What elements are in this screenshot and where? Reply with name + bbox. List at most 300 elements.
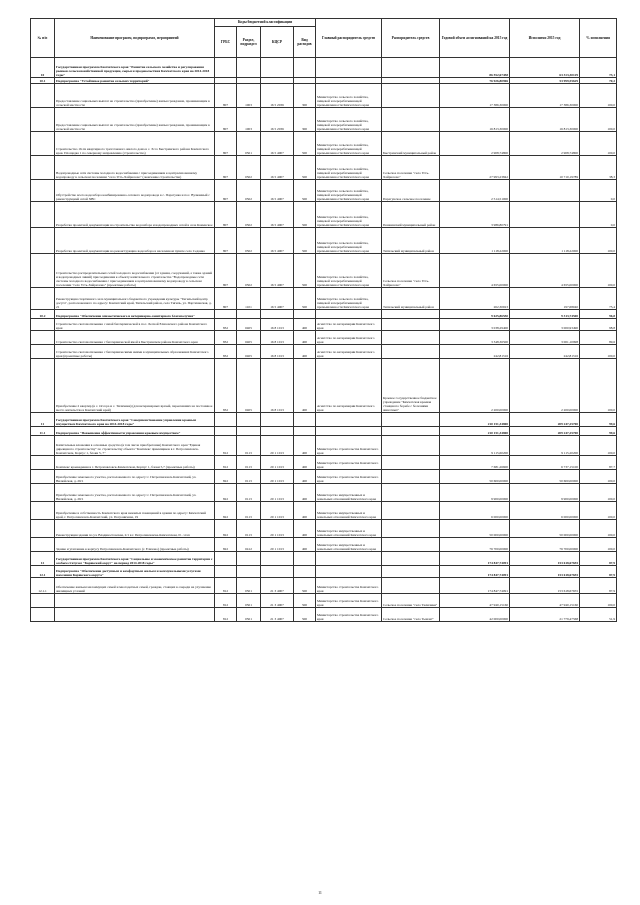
row-main-manager: Министерство сельского хозяйства, пищевой и перерабатывающей промышленности Камчатского края bbox=[316, 108, 382, 132]
row-main-manager: Министерство имущественных и земельных отношений Камчатского края bbox=[316, 520, 382, 538]
row-razdel: 0113 bbox=[237, 484, 261, 502]
row-num bbox=[31, 594, 55, 608]
row-manager: Тигильский муниципальный район bbox=[382, 288, 440, 310]
row-razdel bbox=[237, 427, 261, 436]
row-num bbox=[31, 156, 55, 180]
row-percent: 75,4 bbox=[580, 288, 617, 310]
row-name: Предоставление социальных выплат на строительство (приобретение) жилья гражданам, проживающим в сельской местности bbox=[55, 84, 215, 108]
row-main-manager: Министерство строительства Камчатского края bbox=[316, 470, 382, 484]
row-executed: 1 118,22000 bbox=[510, 228, 580, 254]
table-row bbox=[31, 566, 617, 578]
row-grbs bbox=[215, 413, 237, 427]
row-percent: 100,0 bbox=[580, 108, 617, 132]
row-manager bbox=[382, 413, 440, 427]
row-name: Строительство 16-ти квартирного трехэтажного жилого дома в с. Эссо Быстринского района Камчатского края. Площадка 1 по северному направлению (строительство) bbox=[55, 132, 215, 156]
row-razdel: 0412 bbox=[237, 538, 261, 552]
row-manager bbox=[382, 502, 440, 520]
row-main-manager: Министерство сельского хозяйства, пищевой и перерабатывающей промышленности Камчатского края bbox=[316, 156, 382, 180]
row-plan: 47 940,15160 bbox=[440, 594, 510, 608]
row-percent: 99,6 bbox=[580, 427, 617, 436]
row-grbs: 832 bbox=[215, 331, 237, 345]
row-manager: Тигильский муниципальный район bbox=[382, 228, 440, 254]
row-executed: 6 000,00000 bbox=[510, 502, 580, 520]
row-plan: 174 847,74091 bbox=[440, 552, 510, 566]
row-executed: 9 115,20200 bbox=[510, 436, 580, 456]
row-main-manager: Агентство по ветеринарии Камчатского края bbox=[316, 331, 382, 345]
page-number: 11 bbox=[318, 890, 322, 895]
row-name: Приобретение 2 квартир (в с. Оссора и с. Тиличики) (для ветеринарных врачей, переехавших на постоянное место жительства в Камчатский край) bbox=[55, 359, 215, 413]
row-num: 12 bbox=[31, 552, 55, 566]
row-executed: 50 000,00000 bbox=[510, 520, 580, 538]
row-vr: 400 bbox=[294, 345, 316, 359]
row-grbs: 807 bbox=[215, 84, 237, 108]
row-main-manager: Министерство сельского хозяйства, пищевой и перерабатывающей промышленности Камчатского края bbox=[316, 254, 382, 288]
header-num: № п/п bbox=[31, 19, 55, 58]
row-plan: 174 847,74091 bbox=[440, 566, 510, 578]
table-row bbox=[31, 608, 617, 622]
row-num: 12.1.1 bbox=[31, 578, 55, 594]
row-executed: 4 655,00000 bbox=[510, 254, 580, 288]
row-plan: 16 813,30000 bbox=[440, 108, 510, 132]
row-plan: 242,81316 bbox=[440, 345, 510, 359]
row-executed: 153 618,67655 bbox=[510, 552, 580, 566]
row-grbs: 807 bbox=[215, 202, 237, 228]
row-kcsr: 20 1 1013 bbox=[261, 502, 294, 520]
row-grbs: 822 bbox=[215, 484, 237, 502]
row-main-manager: Министерство сельского хозяйства, пищевой и перерабатывающей промышленности Камчатского края bbox=[316, 84, 382, 108]
row-grbs: 832 bbox=[215, 345, 237, 359]
row-vr: 400 bbox=[294, 436, 316, 456]
row-kcsr: 16 5 4007 bbox=[261, 202, 294, 228]
row-name: Обеспечение жильем малоимущих семей и многодетных семей, граждан, стоящих в очереди на улучшение жилищных условий bbox=[55, 578, 215, 594]
row-razdel: 0113 bbox=[237, 502, 261, 520]
row-name: Разработка проектной документации на реконструкцию водозабора в населенном пункте село Седанка bbox=[55, 228, 215, 254]
row-razdel: 0405 bbox=[237, 319, 261, 331]
row-percent: 100,0 bbox=[580, 84, 617, 108]
row-main-manager: Министерство имущественных и земельных отношений Камчатского края bbox=[316, 484, 382, 502]
row-num: 10 bbox=[31, 58, 55, 78]
row-razdel bbox=[237, 413, 261, 427]
row-grbs: 807 bbox=[215, 156, 237, 180]
row-kcsr: 21 3 4007 bbox=[261, 594, 294, 608]
row-kcsr: 16 5 4007 bbox=[261, 288, 294, 310]
row-razdel: 0405 bbox=[237, 331, 261, 345]
row-percent: 38,3 bbox=[580, 156, 617, 180]
row-manager: Сельское поселение "село Усть-Хайрюзово" bbox=[382, 156, 440, 180]
row-num bbox=[31, 484, 55, 502]
table-row bbox=[31, 538, 617, 552]
table-row bbox=[31, 484, 617, 502]
row-kcsr: 16 5 4007 bbox=[261, 228, 294, 254]
row-manager bbox=[382, 456, 440, 470]
row-vr: 500 bbox=[294, 288, 316, 310]
row-name: Государственная программа Камчатского края "Развитие сельского хозяйства и регулирования рынков сельскохозяйственной продукции, сырья и продовольствия Камчатского края на 2014-2018 годы" bbox=[55, 58, 215, 78]
row-main-manager: Министерство строительства Камчатского края bbox=[316, 456, 382, 470]
row-vr: 400 bbox=[294, 359, 316, 413]
table-row bbox=[31, 319, 617, 331]
table-row bbox=[31, 108, 617, 132]
row-executed: 16 813,30000 bbox=[510, 108, 580, 132]
row-razdel: 0113 bbox=[237, 470, 261, 484]
row-percent: 87,9 bbox=[580, 578, 617, 594]
row-executed bbox=[510, 202, 580, 228]
row-vr bbox=[294, 413, 316, 427]
row-kcsr: 20 1 1013 bbox=[261, 456, 294, 470]
row-percent: 89,6 bbox=[580, 331, 617, 345]
row-vr: 400 bbox=[294, 470, 316, 484]
row-executed: 209 247,25700 bbox=[510, 427, 580, 436]
row-main-manager: Министерство сельского хозяйства, пищевой и перерабатывающей промышленности Камчатского края bbox=[316, 132, 382, 156]
row-plan: 210 151,34800 bbox=[440, 413, 510, 427]
table-row bbox=[31, 202, 617, 228]
row-percent: 87,9 bbox=[580, 552, 617, 566]
row-num bbox=[31, 456, 55, 470]
row-name: Обустройство всего водозабора комбинированно-сетевого водопровода в с. Парагунка и пос. Вулканный с реконструкцией сетей ХВС bbox=[55, 180, 215, 202]
row-num bbox=[31, 319, 55, 331]
row-kcsr: 20 1 1013 bbox=[261, 538, 294, 552]
row-vr: 500 bbox=[294, 180, 316, 202]
row-kcsr bbox=[261, 566, 294, 578]
row-grbs: 807 bbox=[215, 288, 237, 310]
row-plan: 76 700,00000 bbox=[440, 538, 510, 552]
row-executed: 21 779,47568 bbox=[510, 608, 580, 622]
row-vr: 400 bbox=[294, 502, 316, 520]
row-executed: 17 386,30000 bbox=[510, 84, 580, 108]
row-vr: 400 bbox=[294, 456, 316, 470]
row-plan: 86 552,67458 bbox=[440, 58, 510, 78]
row-plan: 2 908,74800 bbox=[440, 132, 510, 156]
row-num bbox=[31, 502, 55, 520]
row-razdel: 0113 bbox=[237, 436, 261, 456]
header-name: Наименование программ, подпрограмм, мероприятий bbox=[55, 19, 215, 58]
row-grbs: 812 bbox=[215, 436, 237, 456]
row-num bbox=[31, 359, 55, 413]
row-grbs bbox=[215, 566, 237, 578]
row-executed: 2 908,74800 bbox=[510, 132, 580, 156]
row-num: 11 bbox=[31, 413, 55, 427]
row-plan: 2 514,51000 bbox=[440, 180, 510, 202]
row-name: Водопроводные сети системы холодного водоснабжения с присоединением к централизованному водопроводу в сельском поселении "село Усть-Хайрюзово" (окончание строительства) bbox=[55, 156, 215, 180]
row-percent: 100,0 bbox=[580, 254, 617, 288]
row-plan: 4 655,00000 bbox=[440, 254, 510, 288]
row-manager bbox=[382, 436, 440, 456]
row-num bbox=[31, 84, 55, 108]
row-percent: 100,0 bbox=[580, 520, 617, 538]
row-kcsr: 21 3 4007 bbox=[261, 578, 294, 594]
row-main-manager: Министерство строительства Камчатского края bbox=[316, 578, 382, 594]
row-grbs: 812 bbox=[215, 578, 237, 594]
row-plan: 7 681,26600 bbox=[440, 456, 510, 470]
row-manager: Пенжинский муниципальный район bbox=[382, 202, 440, 228]
row-num bbox=[31, 436, 55, 456]
row-executed bbox=[510, 180, 580, 202]
row-percent: 100,0 bbox=[580, 228, 617, 254]
row-executed: 6 737,15100 bbox=[510, 456, 580, 470]
row-kcsr bbox=[261, 58, 294, 78]
row-name: Строительство скотомогильника с биотермическими ямами в муниципальных образованиях Камчатского края (проектные работы) bbox=[55, 345, 215, 359]
row-executed: 53 999,55629 bbox=[510, 78, 580, 84]
header-budget-codes: Коды бюджетной классификации bbox=[215, 19, 316, 27]
row-vr: 400 bbox=[294, 538, 316, 552]
row-manager: Сельское поселение "село Усть-Хайрюзово" bbox=[382, 254, 440, 288]
row-name: Государственная программа Камчатского края "Совершенствование управления краевым имуществом Камчатского края на 2014-2018 годы" bbox=[55, 413, 215, 427]
row-plan: 2 200,00000 bbox=[440, 359, 510, 413]
row-grbs: 807 bbox=[215, 180, 237, 202]
table-row bbox=[31, 427, 617, 436]
table-row bbox=[31, 84, 617, 108]
table-row bbox=[31, 288, 617, 310]
row-num: 12.1 bbox=[31, 566, 55, 578]
row-main-manager: Министерство имущественных и земельных отношений Камчатского края bbox=[316, 538, 382, 552]
row-num: 11.1 bbox=[31, 427, 55, 436]
row-plan: 210 151,34800 bbox=[440, 427, 510, 436]
row-name bbox=[55, 594, 215, 608]
row-percent: 87,9 bbox=[580, 566, 617, 578]
row-name: Здание и утепление к корпусу Петропавловск-Камчатского (г. Елизово) (проектные работы) bbox=[55, 538, 215, 552]
table-row bbox=[31, 552, 617, 566]
row-percent: 100,0 bbox=[580, 502, 617, 520]
row-kcsr: 16 5 2036 bbox=[261, 84, 294, 108]
row-percent: 87,7 bbox=[580, 456, 617, 470]
row-manager bbox=[382, 427, 440, 436]
row-vr bbox=[294, 552, 316, 566]
row-manager bbox=[382, 538, 440, 552]
row-razdel: 0502 bbox=[237, 180, 261, 202]
row-razdel: 0501 bbox=[237, 578, 261, 594]
header-vr: Вид расходов bbox=[294, 27, 316, 58]
row-plan: 42 000,00000 bbox=[440, 608, 510, 622]
row-executed: 9 900,00000 bbox=[510, 484, 580, 502]
row-executed: 153 618,67655 bbox=[510, 578, 580, 594]
table-row bbox=[31, 413, 617, 427]
row-grbs: 822 bbox=[215, 520, 237, 538]
row-name: Подпрограмма "Обеспечение доступным и комфортным жильем и коммунальными услугами населения Корякского округа" bbox=[55, 566, 215, 578]
row-vr bbox=[294, 58, 316, 78]
row-manager bbox=[382, 58, 440, 78]
row-grbs: 832 bbox=[215, 319, 237, 331]
row-percent: 99,6 bbox=[580, 413, 617, 427]
row-percent: 100,0 bbox=[580, 484, 617, 502]
row-vr: 400 bbox=[294, 520, 316, 538]
row-razdel bbox=[237, 566, 261, 578]
row-vr bbox=[294, 310, 316, 319]
row-executed: 76 700,00000 bbox=[510, 538, 580, 552]
row-grbs: 807 bbox=[215, 228, 237, 254]
row-kcsr: 16 5 4007 bbox=[261, 180, 294, 202]
row-razdel: 0501 bbox=[237, 132, 261, 156]
row-manager bbox=[382, 310, 440, 319]
row-main-manager bbox=[316, 427, 382, 436]
row-grbs bbox=[215, 310, 237, 319]
row-kcsr bbox=[261, 552, 294, 566]
row-kcsr: 16 8 1013 bbox=[261, 359, 294, 413]
row-grbs: 807 bbox=[215, 254, 237, 288]
row-executed: 153 618,67655 bbox=[510, 566, 580, 578]
row-num bbox=[31, 108, 55, 132]
row-razdel: 0501 bbox=[237, 608, 261, 622]
row-manager bbox=[382, 319, 440, 331]
row-manager bbox=[382, 552, 440, 566]
row-manager: Сельское поселение "село Тиличики" bbox=[382, 594, 440, 608]
row-plan: 3 038,29400 bbox=[440, 319, 510, 331]
row-razdel: 0502 bbox=[237, 228, 261, 254]
row-name: Приобретение в собственность Камчатского края нежилых помещений в здании по адресу: Камчатский край, г. Петропавловск-Камчатский, ул. Пограничная, 19 bbox=[55, 502, 215, 520]
row-razdel: 1003 bbox=[237, 108, 261, 132]
row-num: 10.2 bbox=[31, 310, 55, 319]
row-kcsr: 21 3 4007 bbox=[261, 608, 294, 622]
row-grbs: 812 bbox=[215, 594, 237, 608]
table-row bbox=[31, 180, 617, 202]
row-plan: 6 000,00000 bbox=[440, 502, 510, 520]
row-num: 10.1 bbox=[31, 78, 55, 84]
row-grbs: 807 bbox=[215, 132, 237, 156]
row-percent: 98,8 bbox=[580, 319, 617, 331]
row-num bbox=[31, 538, 55, 552]
row-grbs bbox=[215, 552, 237, 566]
row-razdel: 0405 bbox=[237, 359, 261, 413]
table-body bbox=[31, 58, 617, 622]
row-vr: 500 bbox=[294, 228, 316, 254]
row-manager bbox=[382, 520, 440, 538]
table-row bbox=[31, 578, 617, 594]
row-grbs: 832 bbox=[215, 359, 237, 413]
row-manager bbox=[382, 484, 440, 502]
row-kcsr: 20 1 1013 bbox=[261, 436, 294, 456]
row-grbs bbox=[215, 58, 237, 78]
row-percent: 100,0 bbox=[580, 470, 617, 484]
row-razdel: 0501 bbox=[237, 594, 261, 608]
row-razdel bbox=[237, 552, 261, 566]
table-row bbox=[31, 345, 617, 359]
row-plan: 9 115,60200 bbox=[440, 436, 510, 456]
header-percent: % исполнения bbox=[580, 19, 617, 58]
row-grbs: 812 bbox=[215, 456, 237, 470]
table-row bbox=[31, 359, 617, 413]
row-kcsr: 16 5 4007 bbox=[261, 156, 294, 180]
row-manager bbox=[382, 470, 440, 484]
row-razdel: 1003 bbox=[237, 84, 261, 108]
table-row bbox=[31, 456, 617, 470]
table-row bbox=[31, 310, 617, 319]
row-name: Реконструкция здания по ул. Владивостокская, 2/1 в г. Петропавловске-Камчатском, II - этап bbox=[55, 520, 215, 538]
row-main-manager bbox=[316, 552, 382, 566]
row-plan: 3 348,36500 bbox=[440, 331, 510, 345]
header-executed: Исполнено 2015 год bbox=[510, 19, 580, 58]
row-executed: 47 940,15160 bbox=[510, 594, 580, 608]
row-name: Приобретение земельного участка, расположенного по адресу: г. Петропавловск-Камчатский, ул. Вилюйская, д. 26/1 bbox=[55, 484, 215, 502]
row-num bbox=[31, 202, 55, 228]
row-razdel: 0502 bbox=[237, 202, 261, 228]
row-percent: 51,9 bbox=[580, 608, 617, 622]
header-razdel: Раздел, подраздел bbox=[237, 27, 261, 58]
row-vr bbox=[294, 427, 316, 436]
row-grbs: 822 bbox=[215, 538, 237, 552]
row-percent: 0,0 bbox=[580, 202, 617, 228]
row-name: Строительство распределительных сетей холодного водоснабжения (от здания, сооружений, а также зданий и водопроводных линий) присоединения к объекту капитального строительства "Водопроводные сети системы холодного водоснабжения с присоединением к централизованному водопроводу в сельском поселении "село Усть-Хайрюзово" (проектные работы) bbox=[55, 254, 215, 288]
row-percent: 100,0 bbox=[580, 594, 617, 608]
row-plan: 50 000,00000 bbox=[440, 520, 510, 538]
row-executed: 3 001,10998 bbox=[510, 331, 580, 345]
table-row bbox=[31, 228, 617, 254]
row-grbs: 807 bbox=[215, 108, 237, 132]
row-vr: 400 bbox=[294, 331, 316, 345]
row-executed: 2 200,00000 bbox=[510, 359, 580, 413]
row-main-manager: Министерство сельского хозяйства, пищевой и перерабатывающей промышленности Камчатского края bbox=[316, 228, 382, 254]
table-row bbox=[31, 436, 617, 456]
budget-table bbox=[30, 18, 617, 622]
row-grbs: 822 bbox=[215, 470, 237, 484]
row-percent: 73,1 bbox=[580, 58, 617, 78]
row-vr: 400 bbox=[294, 319, 316, 331]
row-plan: 17 386,30000 bbox=[440, 84, 510, 108]
row-razdel: 1101 bbox=[237, 288, 261, 310]
row-name: Подпрограмма "Устойчивое развитие сельских территорий" bbox=[55, 78, 215, 84]
row-name: Реконструкция спортивного зала муниципального бюджетного учреждения культуры "Тигильский центр досуга", расположенного по адресу: Камчатский край, Тигильский район, село Тигиль, ул. Партизанская, д. 21 bbox=[55, 288, 215, 310]
row-kcsr: 16 5 4007 bbox=[261, 132, 294, 156]
row-vr: 500 bbox=[294, 254, 316, 288]
row-num bbox=[31, 520, 55, 538]
row-manager: Парагунское сельское поселение bbox=[382, 180, 440, 202]
row-kcsr: 16 5 2036 bbox=[261, 108, 294, 132]
report-sheet bbox=[30, 18, 616, 622]
row-name: Капитальные вложения в основные средства (в том числе приобретение) Камчатского края "Единая дирекция по строительству" по строительству объекта "Комплекс приемщиков в г. Петропавловск-Камчатском, Корпус 1, блоки 5, 7" bbox=[55, 436, 215, 456]
row-vr: 500 bbox=[294, 202, 316, 228]
row-manager: Краевое государственное бюджетное учреждение "Камчатская краевая станция по борьбе с болезнями животных" bbox=[382, 359, 440, 413]
row-kcsr: 20 1 1013 bbox=[261, 470, 294, 484]
row-razdel: 0405 bbox=[237, 345, 261, 359]
row-razdel: 0113 bbox=[237, 456, 261, 470]
row-executed: 197,68040 bbox=[510, 288, 580, 310]
row-kcsr bbox=[261, 310, 294, 319]
row-percent: 100,0 bbox=[580, 359, 617, 413]
row-num bbox=[31, 288, 55, 310]
row-plan: 27 993,23842 bbox=[440, 156, 510, 180]
row-vr: 400 bbox=[294, 484, 316, 502]
row-kcsr: 16 8 1013 bbox=[261, 345, 294, 359]
row-executed: 3 000,93490 bbox=[510, 319, 580, 331]
table-row bbox=[31, 254, 617, 288]
row-razdel: 0502 bbox=[237, 254, 261, 288]
row-grbs: 812 bbox=[215, 608, 237, 622]
row-executed: 10 710,19789 bbox=[510, 156, 580, 180]
header-main-manager: Главный распорядитель средств bbox=[316, 19, 382, 58]
row-main-manager: Министерство сельского хозяйства, пищевой и перерабатывающей промышленности Камчатского края bbox=[316, 288, 382, 310]
row-razdel: 0502 bbox=[237, 156, 261, 180]
table-row bbox=[31, 470, 617, 484]
row-plan: 3 986,80791 bbox=[440, 202, 510, 228]
row-percent: 0,0 bbox=[580, 180, 617, 202]
row-name: Подпрограмма "Повышение эффективности управления краевым имуществом" bbox=[55, 427, 215, 436]
row-num bbox=[31, 608, 55, 622]
row-plan: 9 900,00000 bbox=[440, 484, 510, 502]
row-manager bbox=[382, 108, 440, 132]
row-num bbox=[31, 180, 55, 202]
table-row bbox=[31, 58, 617, 78]
row-main-manager: Агентство по ветеринарии Камчатского края bbox=[316, 345, 382, 359]
table-row bbox=[31, 594, 617, 608]
row-vr: 300 bbox=[294, 108, 316, 132]
row-main-manager: Министерство строительства Камчатского края bbox=[316, 436, 382, 456]
row-name: Комплекс краеведения в г. Петропавловск-Камчатском, Корпус 1, блоки 5,7 (проектные работы) bbox=[55, 456, 215, 470]
row-executed: 9 313,74500 bbox=[510, 310, 580, 319]
table-row bbox=[31, 331, 617, 345]
row-executed: 209 247,25700 bbox=[510, 413, 580, 427]
row-percent: 70,2 bbox=[580, 78, 617, 84]
row-razdel bbox=[237, 310, 261, 319]
row-main-manager bbox=[316, 413, 382, 427]
row-vr bbox=[294, 566, 316, 578]
row-percent: 100,0 bbox=[580, 538, 617, 552]
